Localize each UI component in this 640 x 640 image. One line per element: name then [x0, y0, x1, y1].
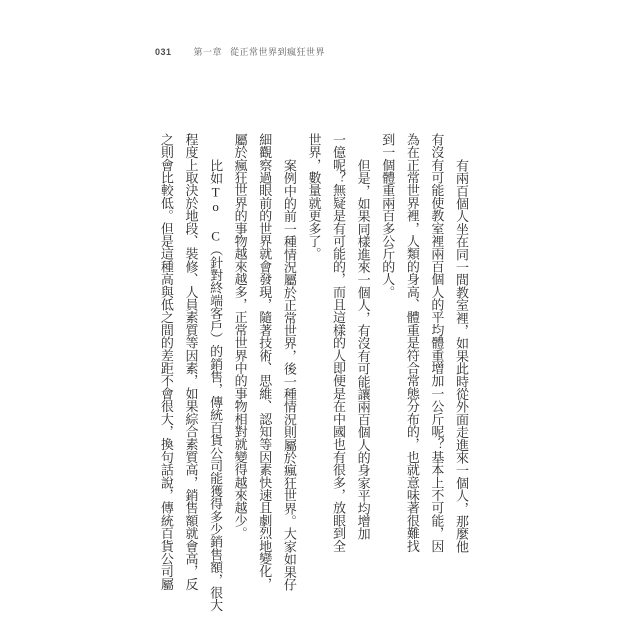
text-column: 程度上取決於地段、裝修、人員素質等因素，如果綜合素質高，銷售額就會高，反	[183, 133, 199, 591]
text-column: 之則會比較低。但是這種高與低之間的差距不會很大，換句話說，傳統百貨公司屬	[158, 133, 174, 591]
text-column: 細觀察過眼前的世界就會發現，隨著技術、思維、認知等因素快速且劇烈地變化，	[257, 133, 273, 591]
text-column: 世界，數量就更多了。	[306, 133, 322, 261]
text-column: 到一個體重兩百多公斤的人。	[380, 133, 396, 299]
text-column: 案例中的前一種情況屬於正常世界，後一種情況則屬於瘋狂世界。大家如果仔	[281, 159, 297, 591]
chapter-title: 從正常世界到瘋狂世界	[230, 47, 326, 57]
text-column: 比如To C（針對終端客戶）的銷售，傳統百貨公司能獲得多少銷售額，很大	[208, 159, 224, 612]
text-column: 有沒有可能使教室裡兩百個人的平均體重增加一公斤呢？基本上不可能，因	[429, 133, 445, 553]
text-column: 屬於瘋狂世界的事物越來越多，正常世界中的事物相對就變得越來越少。	[232, 133, 248, 540]
text-column: 為在正常世界裡，人類的身高、體重是符合常態分布的，也就意味著很難找	[404, 133, 420, 553]
text-columns	[153, 133, 473, 612]
chapter-label: 第一章	[193, 47, 223, 57]
text-column: 有兩百個人坐在同一間教室裡，如果此時從外面走進來一個人，那麼他	[454, 159, 469, 553]
text-column: 但是，如果同樣進來一個人，有沒有可能讓兩百個人的身家平均增加	[355, 159, 371, 541]
running-header	[155, 45, 325, 58]
page-number: 031	[155, 47, 172, 57]
text-column: 一億呢？無疑是有可能的，而且這樣的人即便是在中國也有很多，放眼到全	[331, 133, 347, 553]
